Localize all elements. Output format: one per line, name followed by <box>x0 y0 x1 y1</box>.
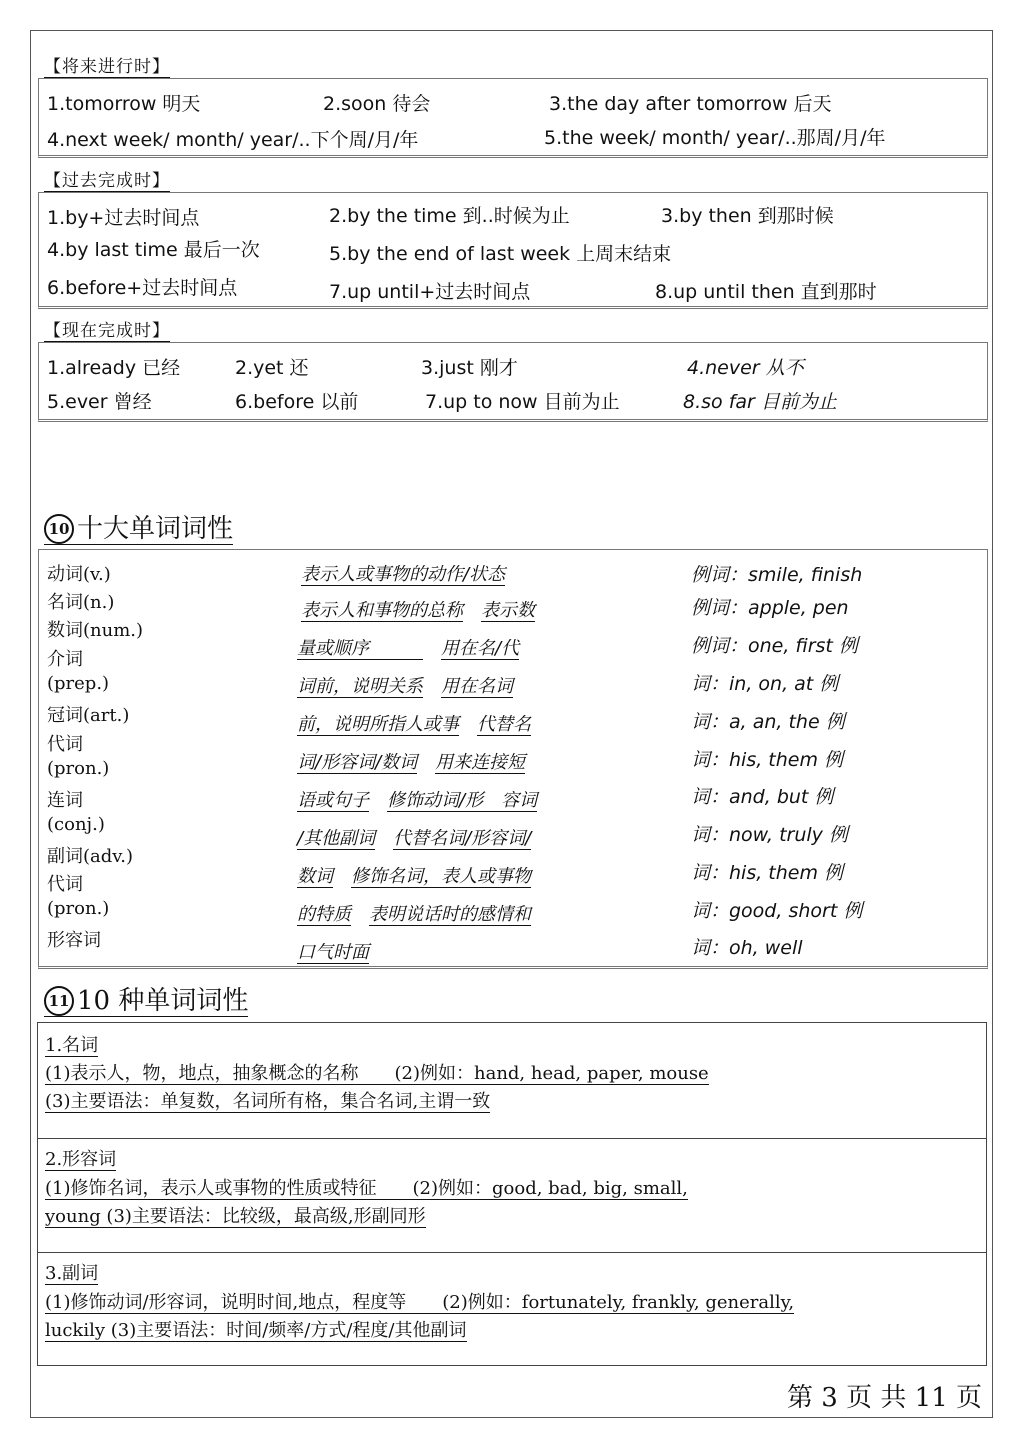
word-class-label: (conj.) <box>47 814 105 835</box>
circled-number: 11 <box>44 986 74 1016</box>
word-class-box-adverb <box>37 1252 987 1366</box>
word-class-label: 连词 <box>47 790 83 811</box>
list-item: 3.just 刚才 <box>421 357 518 379</box>
list-item: 5.the week/ month/ year/..那周/月/年 <box>544 127 886 149</box>
list-item: 6.before+过去时间点 <box>47 277 238 299</box>
word-class-box-adjective <box>37 1138 987 1253</box>
present-perfect-title: 【现在完成时】 <box>44 321 170 341</box>
section-title: 10 种单词词性 <box>77 986 249 1016</box>
word-class-label: 动词(v.) <box>47 564 111 585</box>
word-class-example: 词：a, an, the 例 <box>691 711 845 733</box>
box-line: luckily (3)主要语法：时间/频率/方式/程度/其他副词 <box>45 1320 467 1341</box>
box-heading: 1.名词 <box>45 1035 99 1056</box>
present-perfect-box <box>38 342 988 422</box>
past-perfect-title: 【过去完成时】 <box>44 171 170 191</box>
word-class-table <box>38 549 988 969</box>
word-class-label: (pron.) <box>47 898 110 919</box>
word-class-description: 表示人或事物的动作/状态 <box>301 564 506 585</box>
circled-number: 10 <box>44 514 74 544</box>
word-class-label: 代词 <box>47 734 83 755</box>
word-class-label: (prep.) <box>47 673 110 694</box>
list-item: 1.already 已经 <box>47 357 181 379</box>
box-heading: 2.形容词 <box>45 1149 117 1170</box>
list-item: 4.next week/ month/ year/..下个周/月/年 <box>47 129 419 151</box>
word-class-example: 例词：apple, pen <box>691 597 849 619</box>
list-item: 7.up until+过去时间点 <box>329 281 531 303</box>
list-item: 1.tomorrow 明天 <box>47 93 201 115</box>
list-item: 4.never 从不 <box>687 357 804 379</box>
word-class-description: /其他副词 代替名词/形容词/ <box>297 828 532 849</box>
box-line: (1)表示人，物，地点，抽象概念的名称 (2)例如：hand, head, paper, mouse <box>45 1063 709 1084</box>
section-10-heading <box>44 508 233 545</box>
word-class-description: 数词 修饰名词，表人或事物 <box>297 866 531 887</box>
word-class-example: 例词：one, first 例 <box>691 635 858 657</box>
word-class-description: 口气时面 <box>297 942 369 963</box>
word-class-label: 副词(adv.) <box>47 846 134 867</box>
list-item: 3.by then 到那时候 <box>661 205 834 227</box>
list-item: 8.up until then 直到那时 <box>655 281 877 303</box>
section-title: 十大单词词性 <box>77 514 234 544</box>
future-tense-title: 【将来进行时】 <box>44 57 170 77</box>
word-class-label: 冠词(art.) <box>47 705 130 726</box>
word-class-label: 代词 <box>47 874 83 895</box>
word-class-example: 词：oh, well <box>691 937 803 959</box>
list-item: 1.by+过去时间点 <box>47 207 200 229</box>
word-class-label: 形容词 <box>47 930 101 951</box>
box-line: (1)修饰名词，表示人或事物的性质或特征 (2)例如：good, bad, big, small, <box>45 1178 688 1199</box>
word-class-example: 词：now, truly 例 <box>691 824 848 846</box>
word-class-label: 数词(num.) <box>47 620 144 641</box>
future-tense-box <box>38 78 988 158</box>
past-perfect-box <box>38 192 988 309</box>
list-item: 2.yet 还 <box>235 357 309 379</box>
word-class-label: (pron.) <box>47 758 110 779</box>
word-class-example: 词：good, short 例 <box>691 900 863 922</box>
list-item: 3.the day after tomorrow 后天 <box>549 93 832 115</box>
word-class-example: 例词：smile, finish <box>691 564 863 586</box>
list-item: 5.ever 曾经 <box>47 391 152 413</box>
list-item: 5.by the end of last week 上周末结束 <box>329 243 672 265</box>
word-class-description: 前，说明所指人或事 代替名 <box>297 714 531 735</box>
word-class-example: 词：and, but 例 <box>691 786 834 808</box>
list-item: 7.up to now 目前为止 <box>425 391 620 413</box>
list-item: 4.by last time 最后一次 <box>47 239 260 261</box>
list-item: 2.by the time 到..时候为止 <box>329 205 570 227</box>
box-line: young (3)主要语法：比较级，最高级,形副同形 <box>45 1206 426 1227</box>
list-item: 8.so far 目前为止 <box>683 391 837 413</box>
list-item: 2.soon 待会 <box>323 93 431 115</box>
word-class-example: 词：in, on, at 例 <box>691 673 839 695</box>
word-class-label: 名词(n.) <box>47 592 115 613</box>
word-class-description: 量或顺序 用在名/代 <box>297 638 520 659</box>
list-item: 6.before 以前 <box>235 391 359 413</box>
word-class-label: 介词 <box>47 649 83 670</box>
word-class-example: 词：his, them 例 <box>691 862 844 884</box>
box-heading: 3.副词 <box>45 1263 99 1284</box>
box-line: (3)主要语法：单复数，名词所有格，集合名词,主谓一致 <box>45 1091 491 1112</box>
word-class-example: 词：his, them 例 <box>691 749 844 771</box>
page-number: 第 3 页 共 11 页 <box>787 1383 982 1413</box>
section-11-heading <box>44 980 248 1017</box>
word-class-description: 的特质 表明说话时的感情和 <box>297 904 531 925</box>
box-line: (1)修饰动词/形容词，说明时间,地点，程度等 (2)例如：fortunately, frankly, generally, <box>45 1292 795 1313</box>
word-class-description: 表示人和事物的总称 表示数 <box>301 600 535 621</box>
word-class-description: 词/形容词/数词 用来连接短 <box>297 752 526 773</box>
word-class-description: 语或句子 修饰动词/形 容词 <box>297 790 538 811</box>
word-class-description: 词前，说明关系 用在名词 <box>297 676 513 697</box>
word-class-box-noun <box>37 1022 987 1139</box>
